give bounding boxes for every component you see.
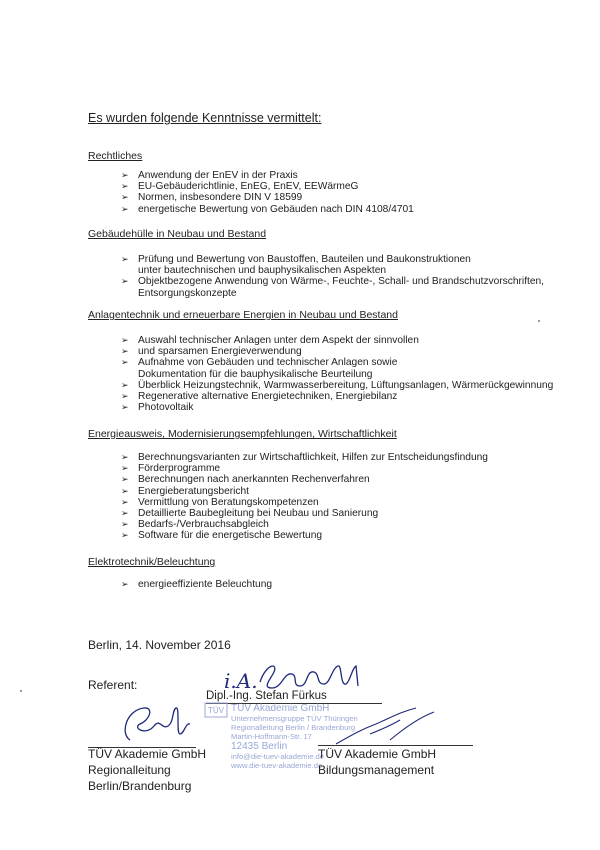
stamp-city: 12435 Berlin [231,741,288,752]
list-item-text: Vermittlung von Beratungskompetenzen [138,496,319,508]
section-title-anlagentechnik: Anlagentechnik und erneuerbare Energien in Neubau und Bestand [88,309,398,321]
bullet-arrow-icon: ➢ [121,530,129,541]
signer-name: Dipl.-Ing. Stefan Fürkus [206,690,327,702]
scan-mark [538,320,540,322]
section-list-anlagentechnik [121,335,553,413]
section-list-energieausweis [121,452,488,542]
list-item [121,346,553,357]
bullet-arrow-icon: ➢ [121,357,129,368]
stamp-line: Regionalleitung Berlin / Brandenburg [231,723,356,732]
signature-left [110,700,200,750]
signature-right [330,700,450,750]
list-item-text: Regenerative alternative Energietechniken, Energiebilanz [138,391,398,403]
org-right-line: Bildungsmanagement [318,763,435,777]
section-title-elektrotechnik: Elektrotechnik/Beleuchtung [88,556,216,568]
org-right-line: TÜV Akademie GmbH [318,747,437,761]
organization-right [318,746,436,778]
list-item-text: Photovoltaik [138,402,194,414]
list-item [121,402,553,413]
list-item-text: Dokumentation für die bauphysikalische Beurteilung [138,368,373,380]
section-list-gebaeudehuelle [121,254,544,299]
bullet-arrow-icon: ➢ [121,452,129,462]
list-item [121,170,414,181]
list-item [121,519,488,530]
bullet-arrow-icon: ➢ [121,519,129,530]
list-item-text: Software für die energetische Bewertung [138,530,323,542]
list-item-text: Prüfung und Bewertung von Baustoffen, Bauteilen und Baukonstruktionen [138,254,471,265]
bullet-arrow-icon: ➢ [121,402,129,413]
list-item-text: Berechnungen nach anerkannten Rechenverfahren [138,474,370,486]
list-item-text: Objektbezogene Anwendung von Wärme-, Feuchte-, Schall- und Brandschutzvorschriften, [138,276,545,288]
svg-text:TÜV: TÜV [208,706,224,715]
bullet-arrow-icon: ➢ [121,463,129,474]
list-item [121,452,488,463]
list-item [121,204,414,215]
signer-prefix-handwritten: i.A. [224,669,258,693]
bullet-arrow-icon: ➢ [121,346,129,357]
list-item [121,276,544,298]
bullet-arrow-icon: ➢ [121,170,129,180]
list-item-text: Entsorgungskonzepte [138,287,237,299]
list-item-text: Aufnahme von Gebäuden und technischer Anlagen sowie [138,357,398,369]
stamp-logo [204,702,228,724]
list-item [121,181,414,192]
list-item [121,497,488,508]
list-item [121,357,553,379]
bullet-arrow-icon: ➢ [121,335,129,345]
list-item [121,530,488,541]
section-title-rechtliches: Rechtliches [88,150,143,162]
referent-label: Referent: [88,678,138,692]
section-list-elektrotechnik [121,579,272,590]
list-item-text: Förderprogramme [138,463,221,475]
bullet-arrow-icon: ➢ [121,391,129,402]
bullet-arrow-icon: ➢ [121,379,129,390]
list-item-text: Berechnungsvarianten zur Wirtschaftlichkeit, Hilfen zur Entscheidungsfindung [138,452,488,463]
list-item-text: Normen, insbesondere DIN V 18599 [138,192,303,204]
list-item [121,463,488,474]
list-item-text: Auswahl technischer Anlagen unter dem Aspekt der sinnvollen [138,335,419,346]
bullet-arrow-icon: ➢ [121,496,129,507]
bullet-arrow-icon: ➢ [121,203,129,214]
org-left-line: Berlin/Brandenburg [88,779,192,793]
section-title-gebaeudehuelle: Gebäudehülle in Neubau und Bestand [88,228,267,240]
bullet-arrow-icon: ➢ [121,254,129,264]
list-item-text: energieeffiziente Beleuchtung [138,579,273,590]
bullet-arrow-icon: ➢ [121,192,129,203]
org-left-line: TÜV Akademie GmbH [88,747,207,761]
list-item [121,579,272,590]
list-item-text: Überblick Heizungstechnik, Warmwasserbereitung, Lüftungsanlagen, Wärmerückgewinnung [138,379,554,391]
stamp-line: Unternehmensgruppe TÜV Thüringen [231,714,358,723]
scan-mark [20,690,22,692]
list-item [121,335,553,346]
place-date: Berlin, 14. November 2016 [88,638,231,652]
list-item [121,474,488,485]
list-item-text: und sparsamen Energieverwendung [138,346,302,358]
list-item-text: energetische Bewertung von Gebäuden nach DIN 4108/4701 [138,203,414,215]
list-item-text: unter bautechnischen und bauphysikalischen Aspekten [138,265,387,277]
list-item-text: Bedarfs-/Verbrauchsabgleich [138,519,269,531]
org-left-line: Regionalleitung [88,763,171,777]
bullet-arrow-icon: ➢ [121,579,129,589]
list-item [121,192,414,203]
document-heading: Es wurden folgende Kenntnisse vermittelt: [88,111,322,125]
stamp-email: info@die-tuev-akademie.de [231,752,324,761]
list-item [121,254,544,276]
list-item [121,486,488,497]
list-item-text: Energieberatungsbericht [138,485,250,497]
organization-left [88,746,206,794]
section-title-energieausweis: Energieausweis, Modernisierungsempfehlungen, Wirtschaftlichkeit [88,428,397,440]
list-item [121,508,488,519]
section-list-rechtliches [121,170,414,215]
list-item-text: Detaillierte Baubegleitung bei Neubau und Sanierung [138,508,379,520]
stamp-web: www.die-tuev-akademie.de [231,761,323,770]
list-item [121,391,553,402]
bullet-arrow-icon: ➢ [121,276,129,287]
list-item-text: EU-Gebäuderichtlinie, EnEG, EnEV, EEWärmeG [138,181,359,193]
bullet-arrow-icon: ➢ [121,474,129,485]
stamp-title: TÜV Akademie GmbH [231,703,330,714]
bullet-arrow-icon: ➢ [121,181,129,192]
bullet-arrow-icon: ➢ [121,485,129,496]
bullet-arrow-icon: ➢ [121,508,129,519]
list-item-text: Anwendung der EnEV in der Praxis [138,170,298,181]
list-item [121,380,553,391]
stamp-line: Martin-Hoffmann-Str. 17 [231,732,312,741]
